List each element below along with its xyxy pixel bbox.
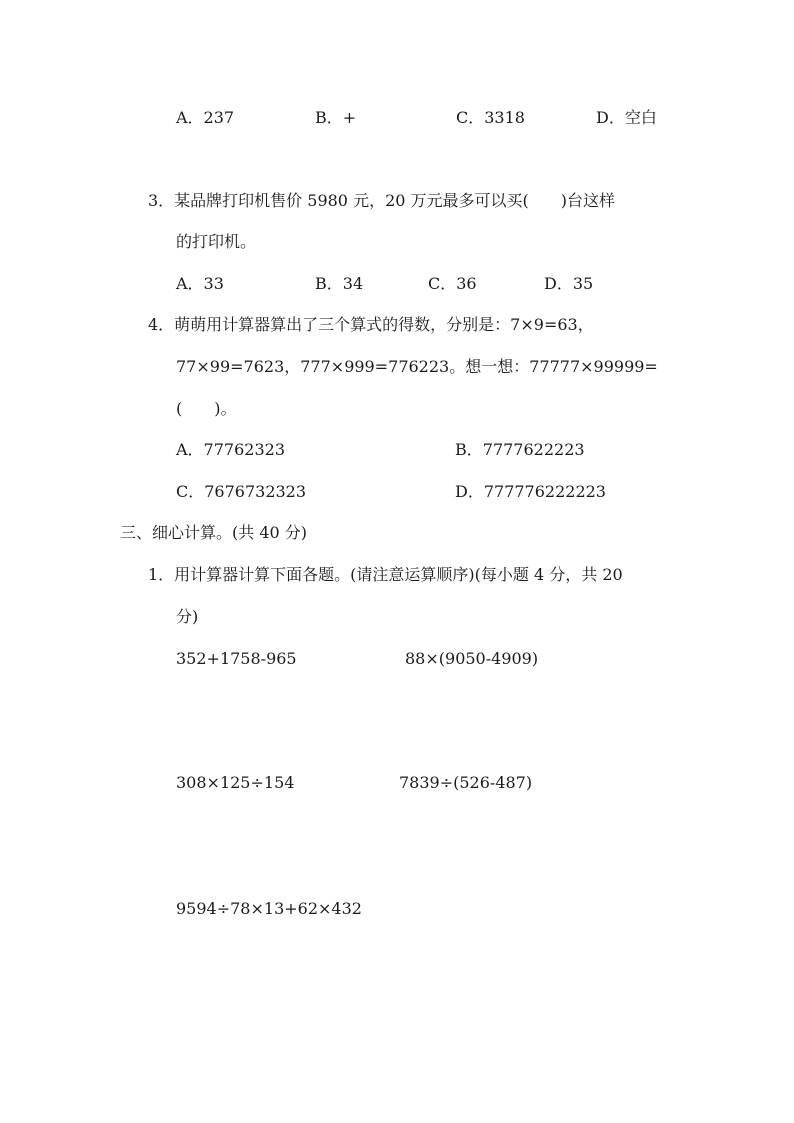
q3-option-a: A．33 — [176, 274, 224, 293]
section3-q1-line1: 1．用计算器计算下面各题。(请注意运算顺序)(每小题 4 分，共 20 — [148, 565, 623, 584]
q2-option-b: B．+ — [315, 108, 357, 127]
expression-2: 88×(9050-4909) — [405, 649, 539, 668]
q4-stem-line1: 4．萌萌用计算器算出了三个算式的得数，分别是：7×9=63， — [148, 315, 594, 334]
q2-option-a: A．237 — [176, 108, 235, 127]
q2-option-d: D．空白 — [596, 108, 657, 127]
q3-option-c: C．36 — [428, 274, 477, 293]
expression-3: 308×125÷154 — [176, 773, 295, 792]
expression-1: 352+1758-965 — [176, 649, 297, 668]
q3-option-d: D．35 — [544, 274, 594, 293]
q4-option-b: B．7777622223 — [455, 440, 585, 459]
q2-option-c: C．3318 — [456, 108, 525, 127]
section3-q1-line2: 分) — [176, 607, 199, 626]
q4-stem-line2: 77×99=7623，777×999=776223。想一想：77777×99999= — [176, 357, 658, 376]
q4-option-c: C．7676732323 — [176, 482, 307, 501]
q3-stem-line2: 的打印机。 — [176, 232, 257, 251]
q3-stem-line1: 3．某品牌打印机售价 5980 元，20 万元最多可以买( )台这样 — [148, 191, 616, 210]
section3-title: 三、细心计算。(共 40 分) — [120, 523, 308, 542]
q4-stem-line3: ( )。 — [176, 399, 237, 418]
expression-5: 9594÷78×13+62×432 — [176, 899, 362, 918]
q4-option-a: A．77762323 — [176, 440, 285, 459]
q4-option-d: D．777776222223 — [455, 482, 606, 501]
q3-option-b: B．34 — [315, 274, 364, 293]
expression-4: 7839÷(526-487) — [399, 773, 533, 792]
